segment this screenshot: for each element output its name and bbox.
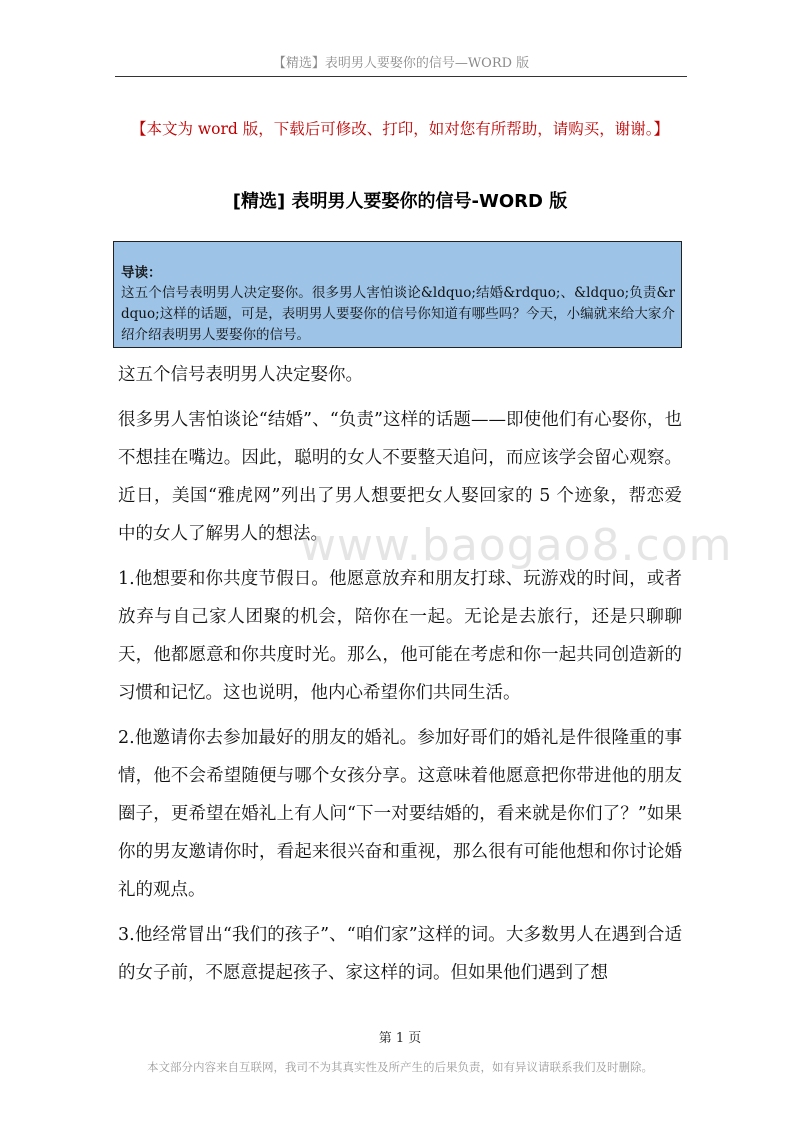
intro-label: 导读： [121, 265, 162, 281]
page-number: 第 1 页 [378, 1031, 422, 1046]
body-paragraph: 这五个信号表明男人决定娶你。 [118, 365, 363, 385]
running-header: 【精选】表明男人要娶你的信号—WORD 版 [272, 56, 530, 71]
document-title: [精选] 表明男人要娶你的信号-WORD 版 [232, 191, 568, 212]
body-paragraph: 很多男人害怕谈论“结婚”、“负责”这样的话题——即使他们有心娶你，也不想挂在嘴边。因此，聪明的女人不要整天追问，而应该学会留心观察。近日，美国“雅虎网”列出了男人想要把女人娶回家的 5 个迹象，帮恋爱中的女人了解男人的想法。 [118, 410, 682, 544]
watermark: www.baogao8.com [300, 520, 733, 571]
intro-box [113, 241, 682, 348]
body-paragraph: 1.他想要和你共度节假日。他愿意放弃和朋友打球、玩游戏的时间，或者放弃与自己家人团聚的机会，陪你在一起。无论是去旅行，还是只聊聊天，他都愿意和你共度时光。那么，他可能在考虑和你一起共同创造新的习惯和记忆。这也说明，他内心希望你们共同生活。 [118, 569, 682, 703]
intro-text: 这五个信号表明男人决定娶你。很多男人害怕谈论&ldquo;结婚&rdquo;、&ldquo;负责&rdquo;这样的话题，可是，表明男人要娶你的信号你知道有哪些吗？今天，小编就来给大家介绍介绍表明男人要娶你的信号。 [121, 285, 675, 343]
body-text [118, 356, 733, 999]
body-paragraph: 2.他邀请你去参加最好的朋友的婚礼。参加好哥们的婚礼是件很隆重的事情，他不会希望随便与哪个女孩分享。这意味着他愿意把你带进他的朋友圈子，更希望在婚礼上有人问“下一对要结婚的，看来就是你们了？”如果你的男友邀请你时，看起来很兴奋和重视，那么很有可能他想和你讨论婚礼的观点。 [118, 728, 682, 900]
header-rule [115, 76, 687, 77]
footer-disclaimer: 本文部分内容来自互联网，我司不为其真实性及所产生的后果负责，如有异议请联系我们及时删除。 [147, 1060, 653, 1074]
body-paragraph: 3.他经常冒出“我们的孩子”、“咱们家”这样的词。大多数男人在遇到合适的女子前，不愿意提起孩子、家这样的词。但如果他们遇到了想 [118, 925, 682, 983]
download-notice: 【本文为 word 版，下载后可修改、打印，如对您有所帮助，请购买，谢谢。】 [130, 120, 670, 138]
